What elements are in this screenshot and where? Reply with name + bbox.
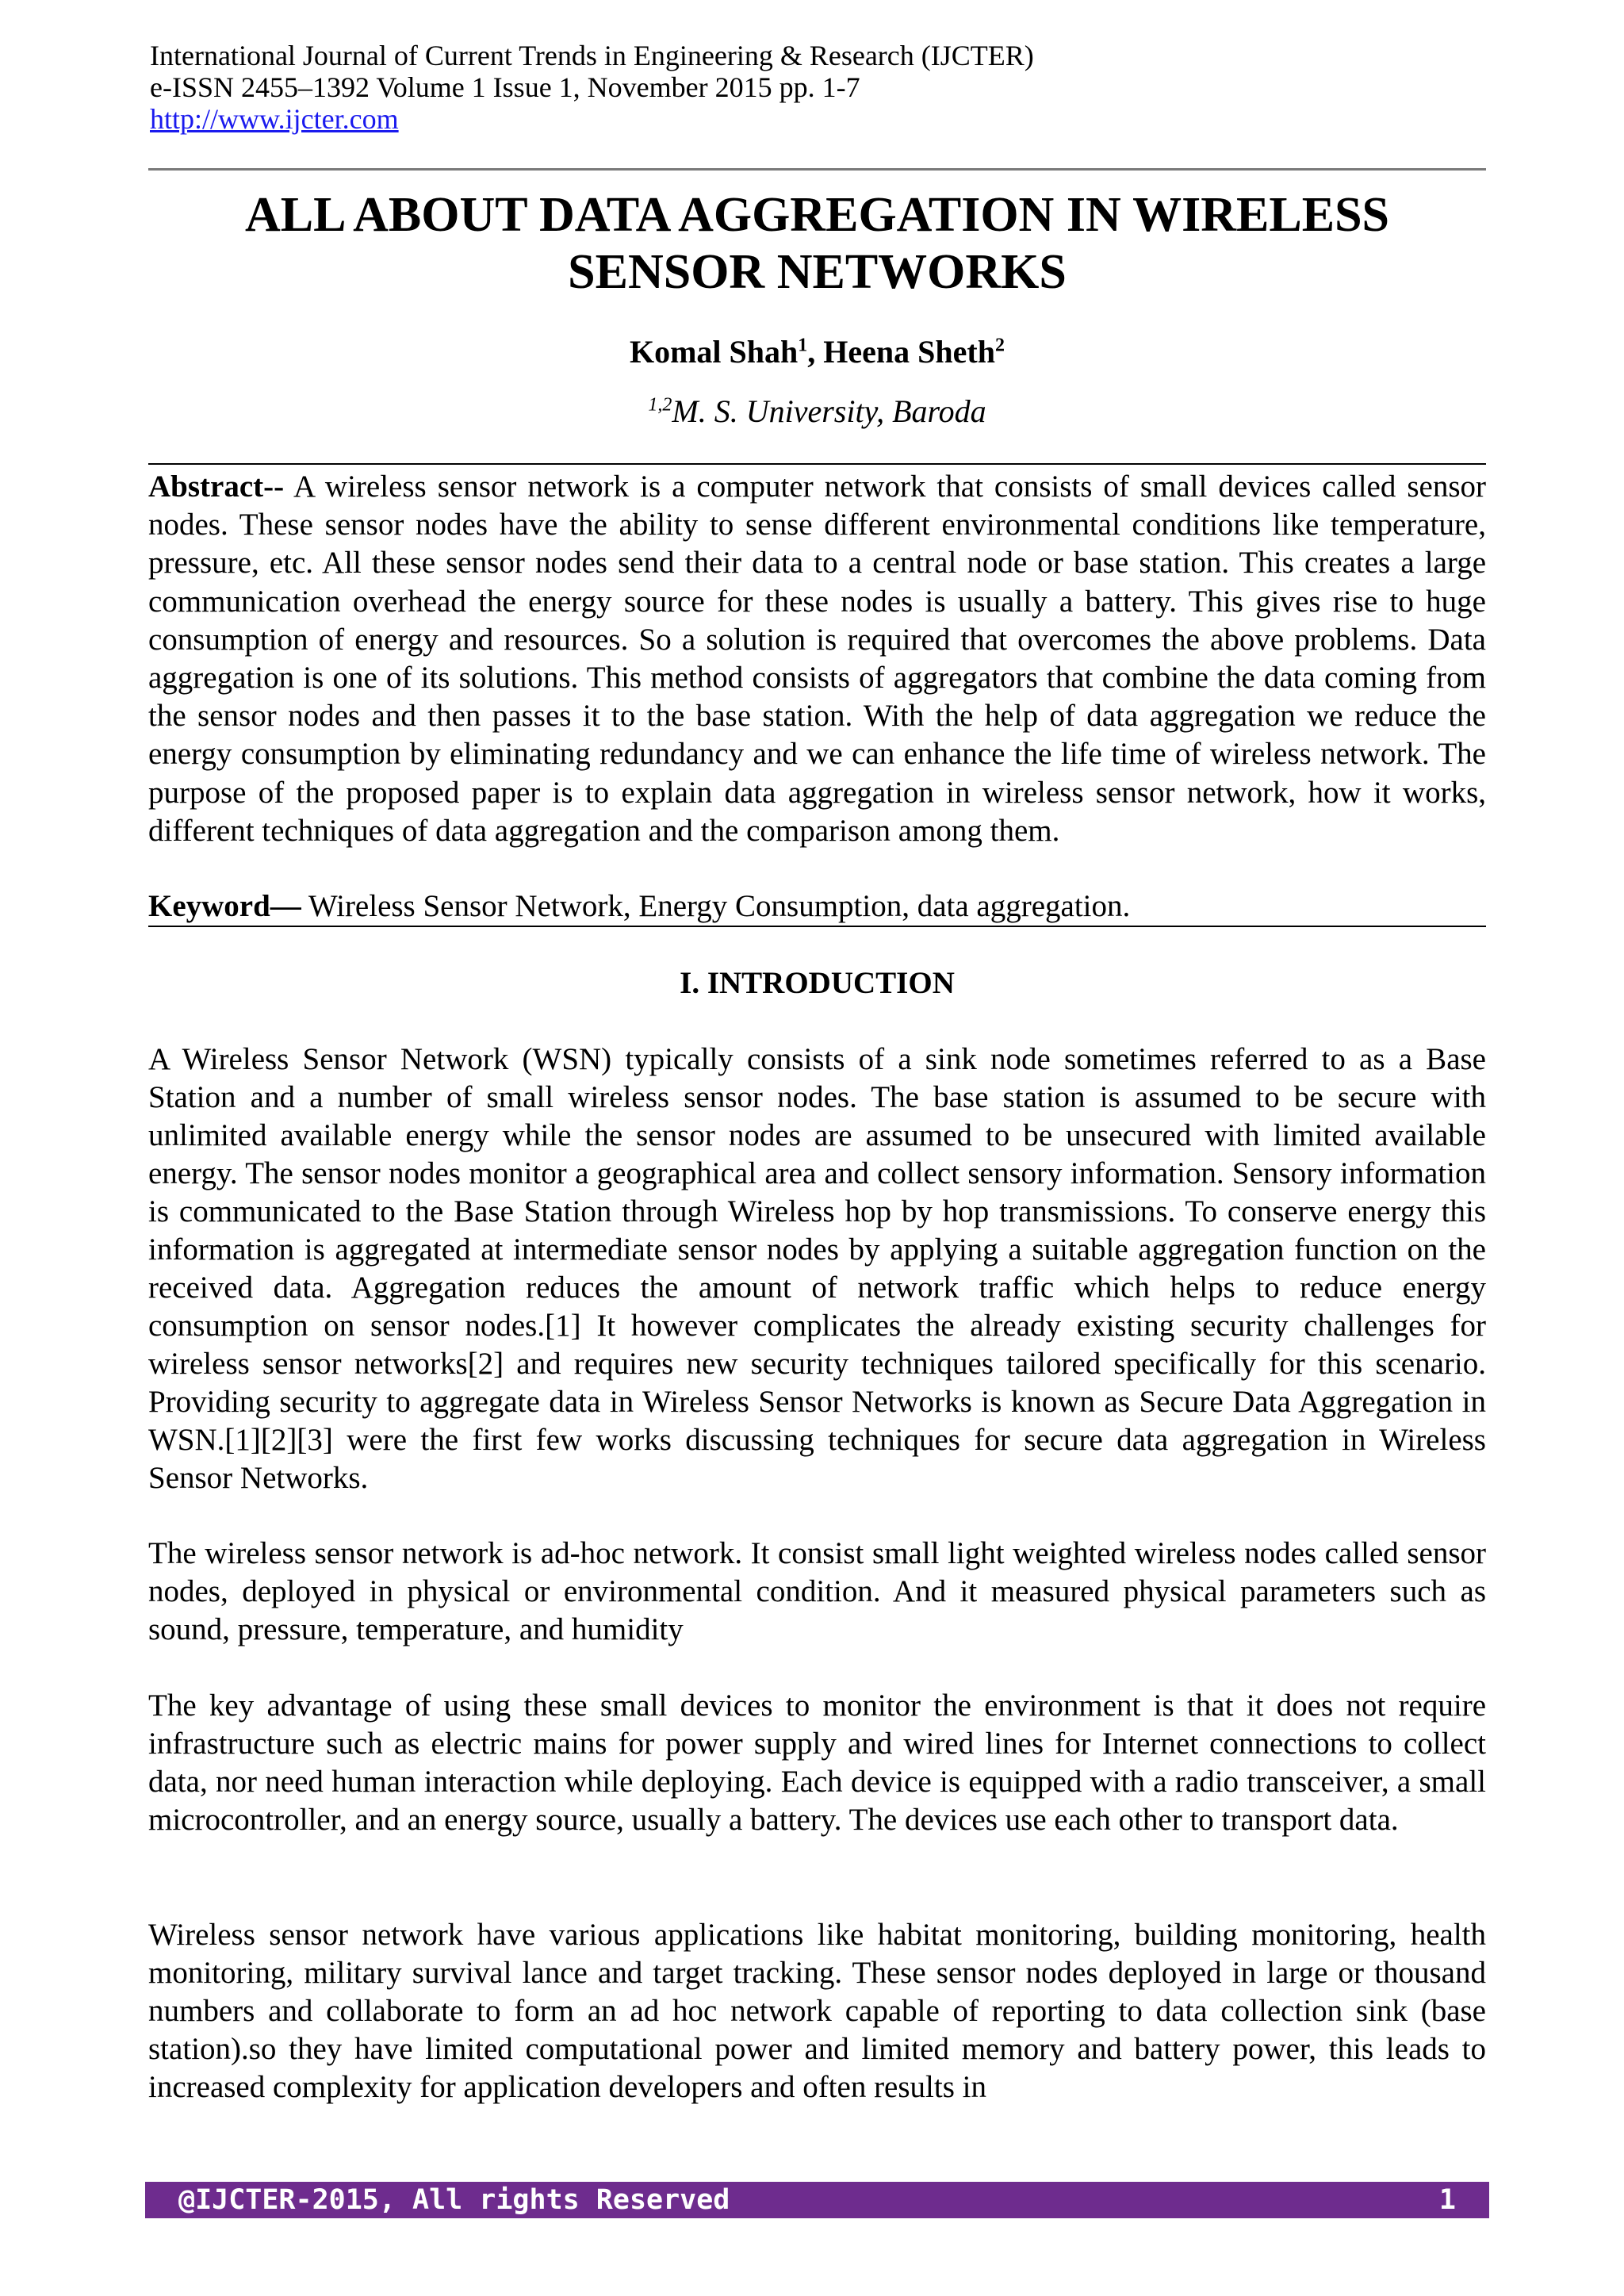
abstract-text: A wireless sensor network is a computer network that consists of small devices called sensor nodes. These sensor nodes have the ability to sense different environmental conditions like temperature, pressure, etc. All these sensor nodes send their data to a central node or base station. This creates a large communication overhead the energy source for these nodes is usually a battery. This gives rise to huge consumption of energy and resources. So a solution is required that overcomes the above problems. Data aggregation is one of its solutions. This method consists of aggregators that combine the data coming from the sensor nodes and then passes it to the base station. With the help of data aggregation we reduce the energy consumption by eliminating redundancy and we can enhance the life time of wireless network. The purpose of the proposed paper is to explain data aggregation in wireless sensor network, how it works, different techniques of data aggregation and the comparison among them. — [148, 470, 1486, 848]
intro-paragraph-4: Wireless sensor network have various applications like habitat monitoring, building monitoring, health monitoring, military survival lance and target tracking. These sensor nodes deployed in large or thousand numbers and collaborate to form an ad hoc network capable of reporting to data collection sink (base station).so they have limited computational power and limited memory and battery power, this leads to increased complexity for application developers and often results in — [148, 1918, 1486, 2104]
author-1: Komal Shah — [630, 334, 799, 370]
issue-line: e-ISSN 2455–1392 Volume 1 Issue 1, November 2015 pp. 1-7 — [150, 71, 860, 103]
paper-title — [148, 186, 1486, 301]
author-separator: , — [807, 334, 824, 370]
intro-paragraph-1: A Wireless Sensor Network (WSN) typically consists of a sink node sometimes referred to as a Base Station and a number of small wireless sensor nodes. The base station is assumed to be secure with unlimited available energy while the sensor nodes are assumed to be unsecured with limited available energy. The sensor nodes monitor a geographical area and collect sensory information. Sensory information is communicated to the Base Station through Wireless hop by hop transmissions. To conserve energy this information is aggregated at intermediate sensor nodes by applying a suitable aggregation function on the received data. Aggregation reduces the amount of network traffic which helps to reduce energy consumption on sensor nodes.[1] It however complicates the already existing security challenges for wireless sensor networks[2] and requires new security techniques tailored specifically for this scenario. Providing security to aggregate data in Wireless Sensor Networks is known as Secure Data Aggregation in WSN.[1][2][3] were the first few works discussing techniques for secure data aggregation in Wireless Sensor Networks. — [148, 1042, 1486, 1495]
affiliation-mark: 1,2 — [648, 394, 672, 416]
author-list — [148, 333, 1486, 371]
keywords — [148, 887, 1486, 926]
journal-header — [150, 40, 1034, 135]
journal-name: International Journal of Current Trends in Engineering & Research (IJCTER) — [150, 40, 1034, 71]
intro-paragraph-3: The key advantage of using these small devices to monitor the environment is that it does not require infrastructure such as electric mains for power supply and wired lines for Internet connections to collect data, nor need human interaction while deploying. Each device is equipped with a radio transceiver, a small microcontroller, and an energy source, usually a battery. The devices use each other to transport data. — [148, 1688, 1486, 1837]
title-line-1: ALL ABOUT DATA AGGREGATION IN WIRELESS — [244, 188, 1390, 242]
abstract-label: Abstract-- — [148, 470, 285, 504]
footer-bar — [145, 2182, 1489, 2218]
keyword-label: Keyword— — [148, 889, 301, 923]
header-divider — [148, 168, 1486, 171]
affiliation — [148, 393, 1486, 431]
affiliation-text: M. S. University, Baroda — [672, 393, 986, 429]
intro-paragraph-2: The wireless sensor network is ad-hoc network. It consist small light weighted wireless nodes called sensor nodes, deployed in physical or environmental condition. And it measured physical parameters such as sound, pressure, temperature, and humidity — [148, 1536, 1486, 1646]
author-1-affiliation-mark: 1 — [798, 335, 808, 356]
section-heading-introduction: I. INTRODUCTION — [680, 966, 955, 1000]
footer-copyright: @IJCTER-2015, All rights Reserved — [178, 2184, 730, 2216]
abstract-top-rule — [148, 463, 1486, 465]
keyword-text: Wireless Sensor Network, Energy Consumption, data aggregation. — [301, 889, 1131, 923]
title-line-2: SENSOR NETWORKS — [568, 245, 1067, 299]
page-number: 1 — [1438, 2184, 1456, 2216]
author-2: Heena Sheth — [823, 334, 995, 370]
journal-url-link[interactable]: http://www.ijcter.com — [150, 103, 399, 135]
author-2-affiliation-mark: 2 — [994, 335, 1005, 356]
abstract — [148, 468, 1486, 850]
abstract-bottom-rule — [148, 926, 1486, 927]
